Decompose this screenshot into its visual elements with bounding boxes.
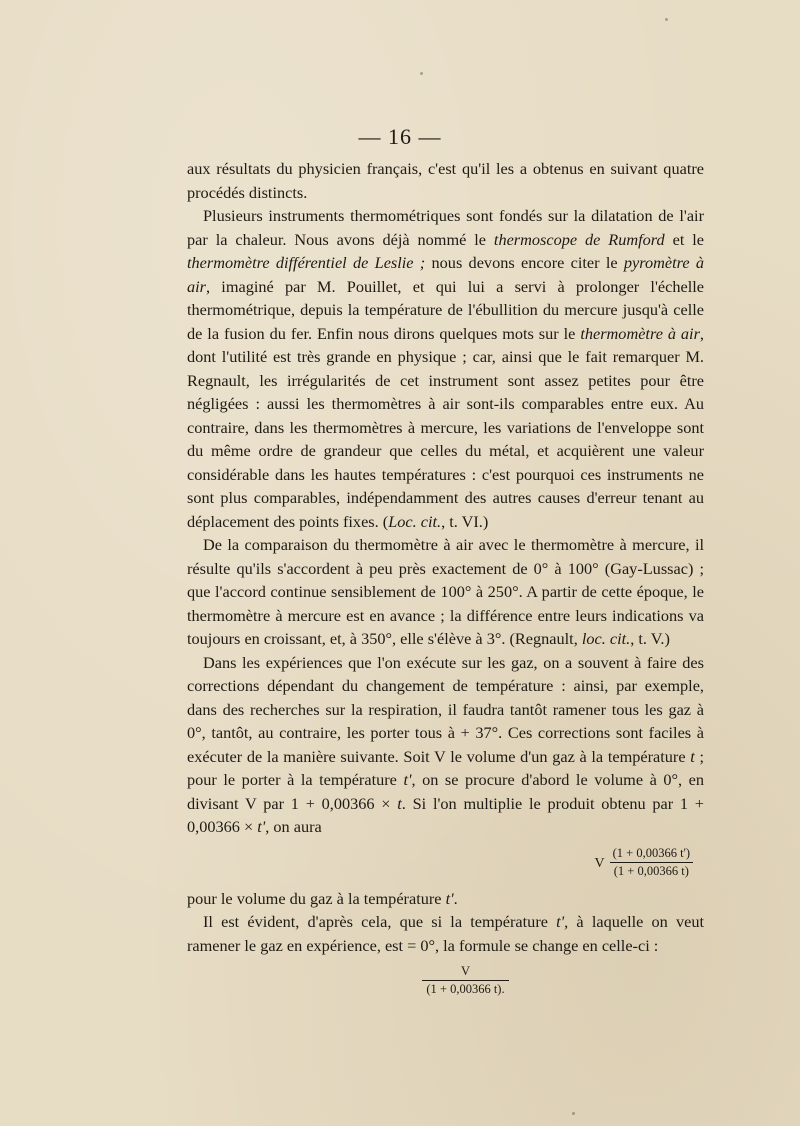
text-run: nous devons encore citer le bbox=[425, 253, 624, 272]
italic-text: thermomètre à air bbox=[580, 323, 700, 343]
text-run: aux résultats du physicien français, c'est qu'il les a obtenus en suivant quatre procédés distincts. bbox=[187, 159, 704, 202]
fraction-numerator: (1 + 0,00366 t') bbox=[612, 846, 690, 860]
italic-text: Loc. cit. bbox=[388, 511, 442, 531]
formula-prefix: V bbox=[594, 855, 605, 871]
text-run: Il est évident, d'après cela, que si la température bbox=[203, 912, 557, 931]
paper-speck bbox=[665, 18, 668, 21]
text-run: , on se procure d'abord le volume à 0°, en divisant V par 1 + 0,00366 × bbox=[187, 770, 705, 813]
text-run: ; pour le porter à la température bbox=[187, 746, 704, 789]
italic-text: t' bbox=[445, 888, 454, 908]
paragraph-2 bbox=[187, 204, 704, 533]
text-run: Dans les expériences que l'on exécute sur les gaz, on a souvent à faire des corrections dépendant du changement de température : ainsi, par exemple, dans des recherches sur la respiration, il faudra tantôt ramener tous les gaz à 0°, tantôt, au contraire, les porter tous à + 37°. Ces corrections sont faciles à exécuter de la manière suivante. Soit V le volume d'un gaz à la température bbox=[187, 652, 704, 766]
text-run: pour le volume du gaz à la température bbox=[187, 888, 446, 908]
text-run: De la comparaison du thermomètre à air avec le thermomètre à mercure, il résulte qu'ils s'accordent à peu près exactement de 0° à 100° (Gay-Lussac) ; que l'accord continue sensiblement de 100° à 250°. A partir de cette époque, le thermomètre à mercure est en avance ; la différence entre leurs indications va toujours en croissant, et, à 350°, elle s'élève à 3°. (Regnault, bbox=[187, 535, 704, 648]
paragraph-6 bbox=[187, 910, 704, 957]
fraction-numerator: V bbox=[460, 963, 470, 978]
text-run: , t. V.) bbox=[630, 629, 670, 648]
body-text bbox=[187, 157, 704, 1003]
paper-speck bbox=[572, 1112, 575, 1115]
paragraph-1 bbox=[187, 157, 704, 204]
paper-speck bbox=[420, 72, 423, 75]
paragraph-4 bbox=[187, 651, 704, 839]
italic-text: pyromètre à air bbox=[187, 253, 705, 296]
fraction-denominator: (1 + 0,00366 t) bbox=[610, 862, 693, 880]
text-run: . Si l'on multiplie le produit obtenu par 1 + 0,00366 × bbox=[187, 793, 704, 836]
paragraph-5 bbox=[187, 887, 704, 911]
text-run: Plusieurs instruments thermométriques sont fondés sur la dilatation de l'air par la chaleur. Nous avons déjà nommé le bbox=[187, 206, 704, 249]
text-run: et le bbox=[664, 229, 704, 249]
page-number: — 16 — bbox=[358, 124, 442, 149]
italic-text: t' bbox=[403, 770, 412, 789]
italic-text: t' bbox=[556, 912, 565, 931]
text-run: , à laquelle on veut ramener le gaz en expérience, est = 0°, la formule se change en celle-ci : bbox=[187, 912, 705, 955]
text-run: , t. VI.) bbox=[441, 511, 489, 531]
fraction bbox=[609, 845, 694, 880]
italic-text: t bbox=[690, 746, 695, 766]
italic-text: loc. cit. bbox=[581, 629, 631, 648]
text-run: . bbox=[453, 888, 458, 908]
fraction bbox=[422, 963, 508, 998]
italic-text: t bbox=[397, 793, 402, 813]
formula-volume-at-t-prime bbox=[187, 839, 704, 887]
italic-text: t' bbox=[257, 817, 266, 836]
paragraph-3 bbox=[187, 533, 704, 651]
italic-text: thermomètre différentiel de Leslie ; bbox=[187, 253, 426, 272]
formula-volume-at-zero bbox=[187, 957, 704, 1003]
italic-text: thermoscope de Rumford bbox=[493, 229, 665, 249]
text-run: , on aura bbox=[265, 817, 322, 836]
text-run: , dont l'utilité est très grande en physique ; car, ainsi que le fait remarquer M. Regnault, les irrégularités de cet instrument sont assez petites pour être négligées : aussi les thermomètres à air sont-ils comparables entre eux. Au contraire, dans les thermomètres à mercure, les variations de l'enveloppe sont du même ordre de grandeur que celles du métal, et acquièrent une valeur considérable dans les hautes températures : c'est pourquoi ces instruments ne sont plus comparables, indépendamment des autres causes d'erreur tenant au déplacement des points fixes. ( bbox=[187, 323, 704, 531]
text-run: , imaginé par M. Pouillet, et qui lui a servi à prolonger l'échelle thermométrique, depuis la température de l'ébullition du mercure jusqu'à celle de la fusion du fer. Enfin nous dirons quelques mots sur le bbox=[187, 276, 704, 343]
fraction-denominator: (1 + 0,00366 t). bbox=[422, 980, 508, 998]
